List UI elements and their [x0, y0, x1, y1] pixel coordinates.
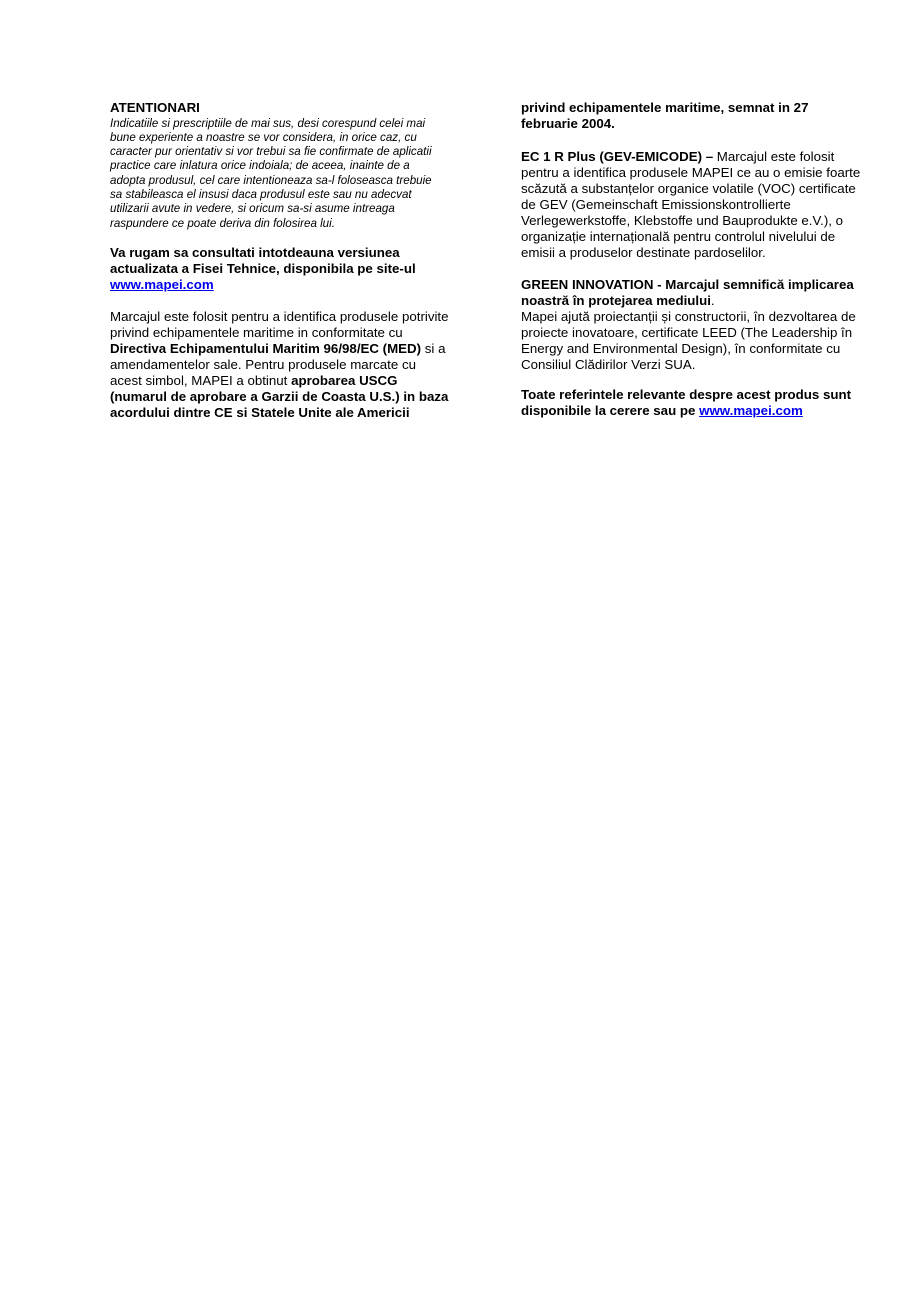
text-segment: amendamentelor sale. Pentru produsele marcate cu — [110, 357, 416, 372]
text-segment: GREEN INNOVATION - Marcajul semnifică implicarea — [521, 277, 854, 292]
text-line — [110, 202, 432, 216]
text-segment: privind echipamentele maritime, semnat in 27 — [521, 100, 809, 115]
text-segment: . — [710, 293, 715, 308]
atentionari-text — [110, 117, 432, 231]
text-line — [110, 325, 449, 341]
atentionari-title — [110, 100, 200, 116]
text-segment: disponibile la cerere sau pe — [521, 403, 700, 418]
green-innovation-text — [521, 277, 856, 373]
text-segment: Consiliul Clădirilor Verzi SUA. — [521, 357, 696, 372]
text-segment: Va rugam sa consultati intotdeauna versiunea — [110, 245, 400, 260]
text-line — [110, 341, 449, 357]
text-line — [110, 174, 432, 188]
text-line — [110, 100, 200, 116]
text-segment: si a — [421, 341, 446, 356]
references-note — [521, 387, 851, 419]
text-line — [521, 181, 860, 197]
text-line — [110, 159, 432, 173]
text-segment: adopta produsul, cel care intentioneaza sa-l foloseasca trebuie — [110, 173, 432, 187]
text-segment: acordului dintre CE si Statele Unite ale Americii — [110, 405, 410, 420]
text-line — [110, 389, 449, 405]
text-segment: proiecte inovatoare, certificate LEED (The Leadership în — [521, 325, 853, 340]
text-line — [110, 405, 449, 421]
text-line — [521, 387, 851, 403]
text-line — [521, 165, 860, 181]
text-segment: Mapei ajută proiectanții și constructorii, în dezvoltarea de — [521, 309, 856, 324]
text-line — [110, 357, 449, 373]
text-segment: raspundere ce poate deriva din folosirea lui. — [110, 216, 335, 230]
text-line — [521, 341, 856, 357]
text-line — [110, 188, 432, 202]
text-segment: practice care inlatura orice indoiala; de aceea, inainte de a — [110, 159, 410, 173]
text-line — [521, 309, 856, 325]
text-line — [110, 373, 449, 389]
text-line — [521, 245, 860, 261]
text-line — [521, 116, 808, 132]
text-line — [521, 229, 860, 245]
text-segment: Marcajul este folosit pentru a identifica produsele potrivite — [110, 309, 449, 324]
text-segment: privind echipamentele maritime in conformitate cu — [110, 325, 403, 340]
text-line — [521, 213, 860, 229]
text-line — [521, 325, 856, 341]
text-segment: organizație internațională pentru controlul nivelului de — [521, 229, 836, 244]
text-segment: Indicatiile si prescriptiile de mai sus, desi corespund celei mai — [110, 116, 426, 130]
text-line — [521, 403, 851, 419]
mapei-website-link[interactable]: www.mapei.com — [699, 403, 803, 418]
text-segment: scăzută a substanțelor organice volatile (VOC) certificate — [521, 181, 856, 196]
text-segment: pentru a identifica produsele MAPEI ce au o emisie foarte — [521, 165, 861, 180]
text-segment: emisii a produselor destinate pardoselilor. — [521, 245, 766, 260]
med-text — [110, 309, 449, 421]
text-line — [110, 217, 432, 231]
text-segment: caracter pur orientativ si vor trebui sa fie confirmate de aplicatii — [110, 145, 432, 159]
text-segment: Verlegewerkstoffe, Klebstoffe und Bauprodukte e.V.), o — [521, 213, 844, 228]
text-line — [110, 131, 432, 145]
text-line — [521, 149, 860, 165]
text-segment: aprobarea USCG — [291, 373, 398, 388]
text-line — [110, 309, 449, 325]
med-text-cont — [521, 100, 808, 132]
text-segment: EC 1 R Plus (GEV-EMICODE) – — [521, 149, 714, 164]
text-segment: sa stabileasca el insusi daca produsul este sau nu adecvat — [110, 187, 412, 201]
text-segment: Marcajul este folosit — [713, 149, 835, 164]
text-line — [110, 261, 416, 277]
text-line — [110, 117, 432, 131]
text-segment: ATENTIONARI — [110, 100, 200, 115]
text-segment: Energy and Environmental Design), în conformitate cu — [521, 341, 841, 356]
text-line — [110, 245, 416, 261]
text-line — [521, 277, 856, 293]
text-line — [521, 197, 860, 213]
text-segment: Toate referintele relevante despre acest produs sunt — [521, 387, 852, 402]
text-segment: Directiva Echipamentului Maritim 96/98/EC (MED) — [110, 341, 422, 356]
text-line — [110, 145, 432, 159]
text-segment: noastră în protejarea mediului — [521, 293, 711, 308]
text-line — [521, 293, 856, 309]
ec1-text — [521, 149, 860, 261]
text-segment: utilizarii avute in vedere, si oricum sa-si asume intreaga — [110, 202, 395, 216]
text-segment: (numarul de aprobare a Garzii de Coasta U.S.) in baza — [110, 389, 449, 404]
mapei-website-link[interactable]: www.mapei.com — [110, 277, 214, 292]
text-line — [110, 277, 416, 293]
text-segment: bune experiente a noastre se vor considera, in orice caz, cu — [110, 130, 417, 144]
text-segment: acest simbol, MAPEI a obtinut — [110, 373, 292, 388]
text-segment: de GEV (Gemeinschaft Emissionskontrollierte — [521, 197, 791, 212]
text-line — [521, 357, 856, 373]
text-line — [521, 100, 808, 116]
text-segment: actualizata a Fisei Tehnice, disponibila pe site-ul — [110, 261, 416, 276]
text-segment: februarie 2004. — [521, 116, 615, 131]
consult-note — [110, 245, 416, 293]
